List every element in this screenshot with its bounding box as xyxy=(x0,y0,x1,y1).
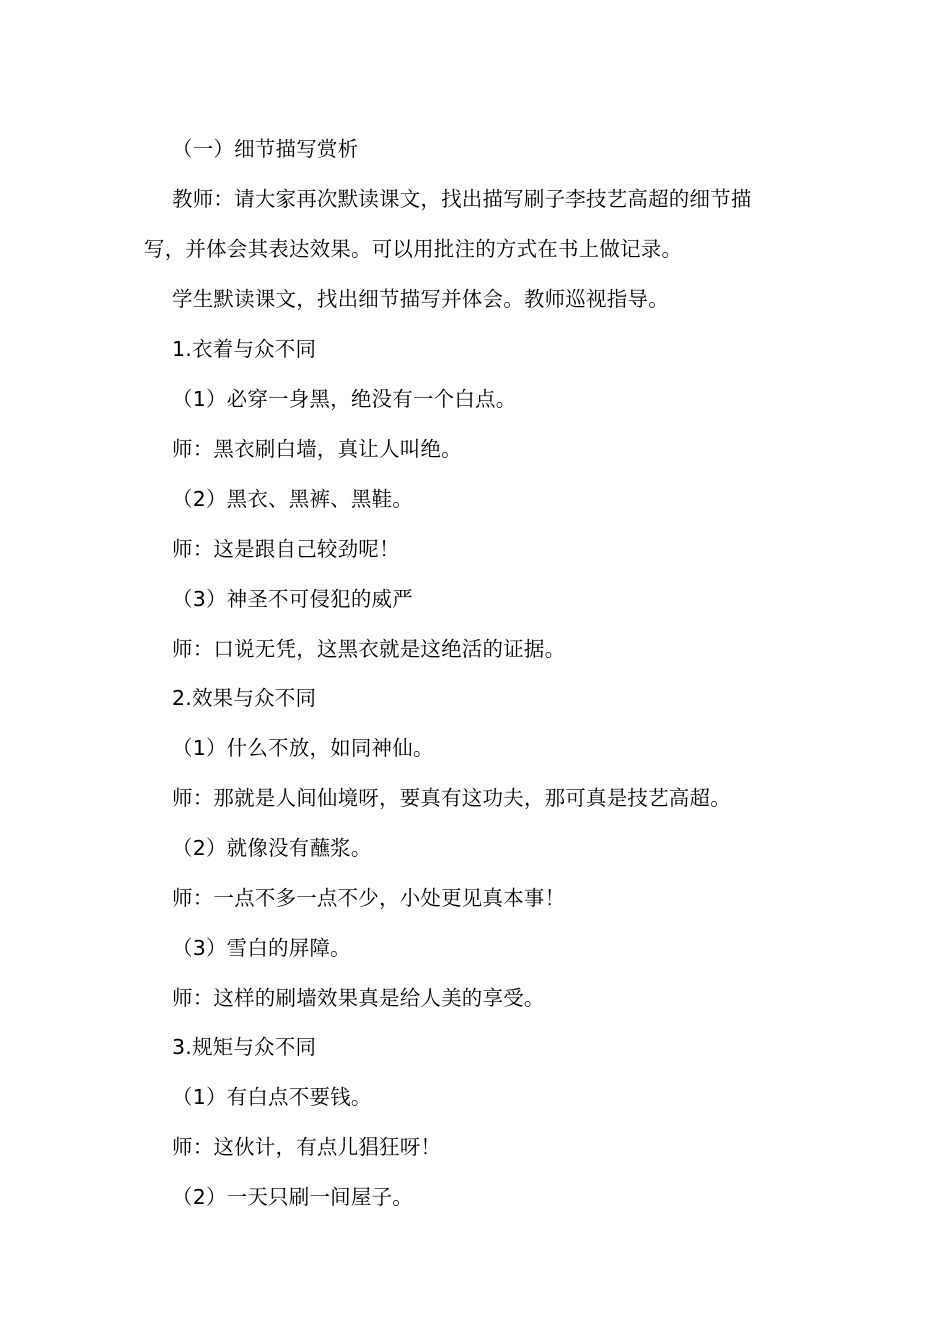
list-item: （2）一天只刷一间屋子。 xyxy=(172,1185,413,1209)
paragraph-line: 写，并体会其表达效果。可以用批注的方式在书上做记录。 xyxy=(144,237,683,261)
list-item: （2）就像没有蘸浆。 xyxy=(172,836,372,860)
teacher-comment: 师：黑衣刷白墙，真让人叫绝。 xyxy=(172,437,462,461)
list-item: （1）有白点不要钱。 xyxy=(172,1085,372,1109)
teacher-comment: 师：这伙计，有点儿猖狂呀！ xyxy=(172,1135,442,1159)
list-heading: 2.效果与众不同 xyxy=(172,686,317,710)
list-heading: 3.规矩与众不同 xyxy=(172,1035,317,1059)
paragraph-line: 教师：请大家再次默读课文，找出描写刷子李技艺高超的细节描 xyxy=(172,187,752,211)
list-item: （3）雪白的屏障。 xyxy=(172,936,351,960)
list-heading: 1.衣着与众不同 xyxy=(172,337,317,361)
list-item: （1）必穿一身黑，绝没有一个白点。 xyxy=(172,387,517,411)
list-item: （3）神圣不可侵犯的威严 xyxy=(172,587,413,611)
section-heading: （一）细节描写赏析 xyxy=(172,137,359,161)
teacher-comment: 师：这样的刷墙效果真是给人美的享受。 xyxy=(172,986,545,1010)
paragraph-line: 学生默读课文，找出细节描写并体会。教师巡视指导。 xyxy=(172,287,669,311)
teacher-comment: 师：口说无凭，这黑衣就是这绝活的证据。 xyxy=(172,637,566,661)
list-item: （2）黑衣、黑裤、黑鞋。 xyxy=(172,487,413,511)
teacher-comment: 师：这是跟自己较劲呢！ xyxy=(172,537,400,561)
teacher-comment: 师：那就是人间仙境呀，要真有这功夫，那可真是技艺高超。 xyxy=(172,786,731,810)
list-item: （1）什么不放，如同神仙。 xyxy=(172,736,434,760)
teacher-comment: 师：一点不多一点不少，小处更见真本事！ xyxy=(172,886,566,910)
